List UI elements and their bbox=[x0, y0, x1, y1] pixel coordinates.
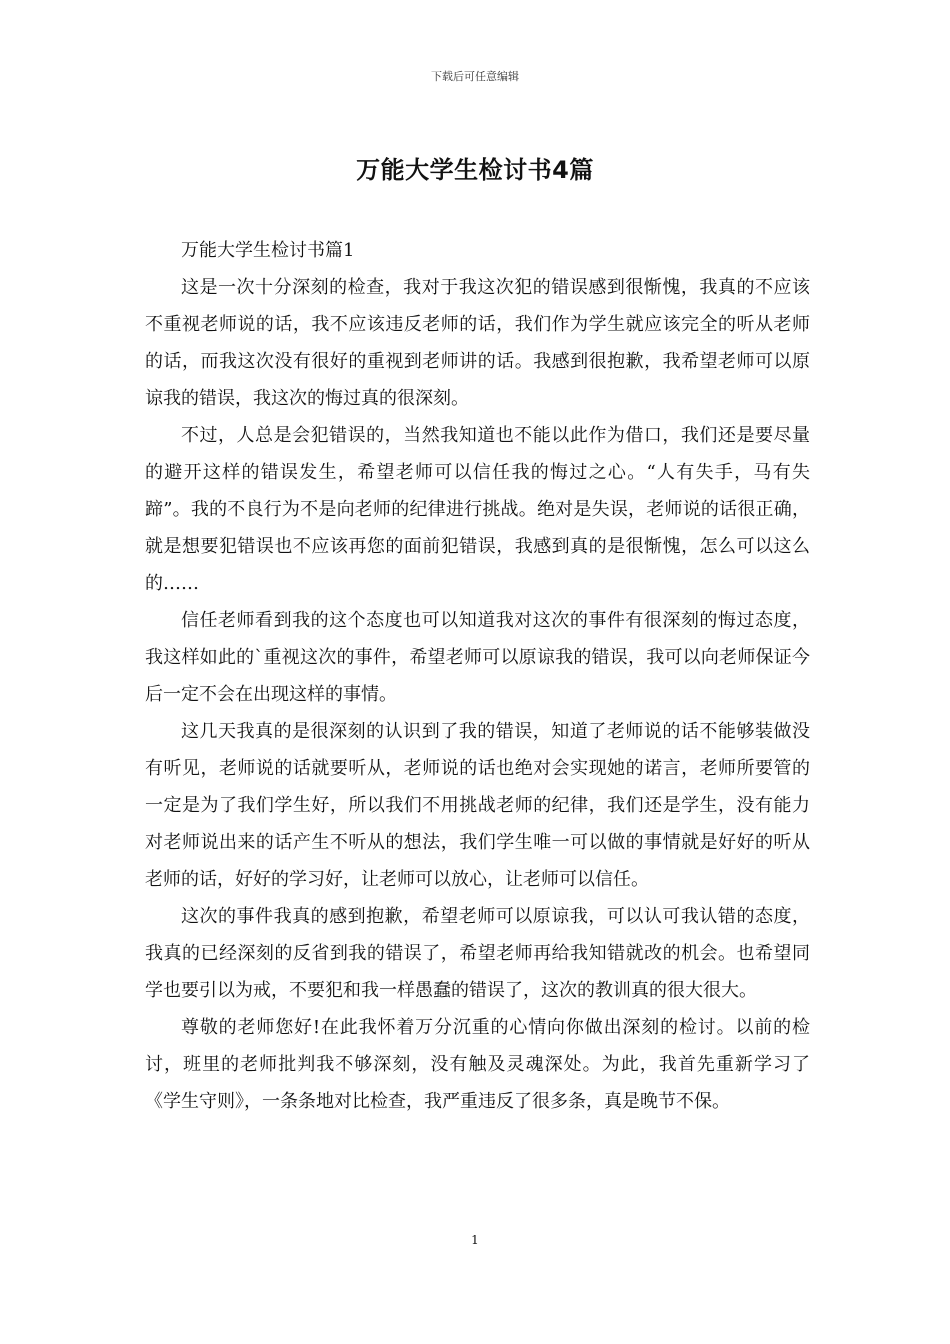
body-paragraph: 不过，人总是会犯错误的，当然我知道也不能以此作为借口，我们还是要尽量的避开这样的错误发生，希望老师可以信任我的悔过之心。“人有失手，马有失蹄”。我的不良行为不是向老师的纪律进行挑战。绝对是失误，老师说的话很正确，就是想要犯错误也不应该再您的面前犯错误，我感到真的是很惭愧，怎么可以这么的…… bbox=[145, 425, 810, 594]
body-paragraph: 尊敬的老师您好!在此我怀着万分沉重的心情向你做出深刻的检讨。以前的检讨，班里的老师批判我不够深刻，没有触及灵魂深处。为此，我首先重新学习了《学生守则》，一条条地对比检查，我严重违反了很多条，真是晚节不保。 bbox=[145, 1017, 810, 1112]
document-body bbox=[145, 232, 810, 1120]
page-number: 1 bbox=[471, 1233, 479, 1247]
section-heading: 万能大学生检讨书篇1 bbox=[181, 240, 355, 261]
body-paragraph: 这几天我真的是很深刻的认识到了我的错误，知道了老师说的话不能够装做没有听见，老师说的话就要听从，老师说的话也绝对会实现她的诺言，老师所要管的一定是为了我们学生好，所以我们不用挑战老师的纪律，我们还是学生，没有能力对老师说出来的话产生不听从的想法，我们学生唯一可以做的事情就是好好的听从老师的话，好好的学习好，让老师可以放心，让老师可以信任。 bbox=[145, 721, 810, 890]
body-paragraph: 这次的事件我真的感到抱歉，希望老师可以原谅我，可以认可我认错的态度，我真的已经深刻的反省到我的错误了，希望老师再给我知错就改的机会。也希望同学也要引以为戒，不要犯和我一样愚蠢的错误了，这次的教训真的很大很大。 bbox=[145, 906, 810, 1001]
body-paragraph: 信任老师看到我的这个态度也可以知道我对这次的事件有很深刻的悔过态度，我这样如此的`重视这次的事件，希望老师可以原谅我的错误，我可以向老师保证今后一定不会在出现这样的事情。 bbox=[145, 610, 810, 705]
body-paragraph: 这是一次十分深刻的检查，我对于我这次犯的错误感到很惭愧，我真的不应该不重视老师说的话，我不应该违反老师的话，我们作为学生就应该完全的听从老师的话，而我这次没有很好的重视到老师讲的话。我感到很抱歉，我希望老师可以原谅我的错误，我这次的悔过真的很深刻。 bbox=[145, 277, 810, 409]
header-note: 下载后可任意编辑 bbox=[431, 70, 519, 83]
document-title: 万能大学生检讨书4篇 bbox=[356, 156, 594, 184]
